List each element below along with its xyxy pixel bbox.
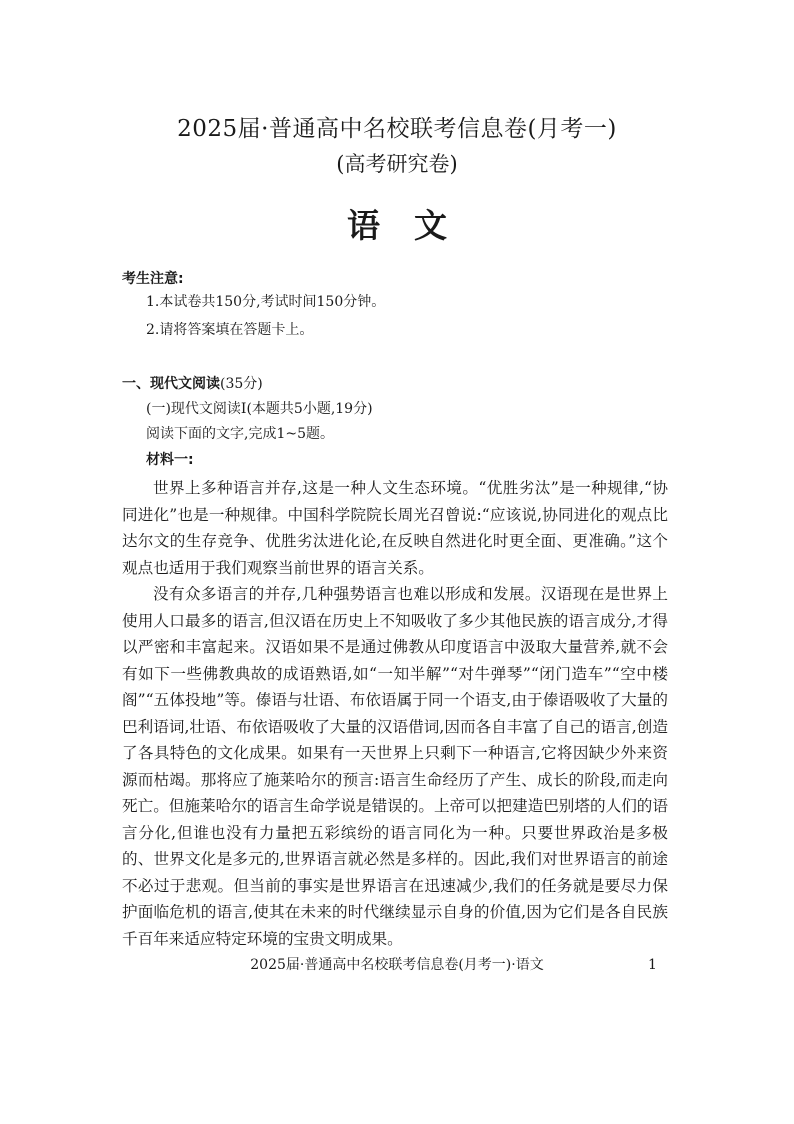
notice-item: 1.本试卷共150分,考试时间150分钟。: [146, 294, 386, 310]
footer-title: 2025届·普通高中名校联考信息卷(月考一)·语文: [250, 957, 544, 973]
reading-instruction: 阅读下面的文字,完成1~5题。: [146, 426, 334, 442]
notice-item: 2.请将答案填在答题卡上。: [146, 322, 314, 338]
exam-subtitle: (高考研究卷): [336, 152, 458, 176]
section-heading: [122, 374, 263, 394]
section-heading-score: (35分): [220, 376, 263, 392]
subject-title: 语文: [347, 206, 481, 245]
notice-heading: 考生注意:: [122, 271, 184, 287]
material-text: [122, 475, 668, 952]
page-number: 1: [648, 957, 657, 973]
material-label: 材料一:: [146, 452, 194, 468]
subsection-heading: (一)现代文阅读Ⅰ(本题共5小题,19分): [146, 401, 373, 417]
exam-title: 2025届·普通高中名校联考信息卷(月考一): [177, 116, 617, 142]
material-paragraph: 世界上多种语言并存,这是一种人文生态环境。“优胜劣汰”是一种规律,“协同进化”也是一种规律。中国科学院院长周光召曾说:“应该说,协同进化的观点比达尔文的生存竞争、优胜劣汰进化论,在反映自然进化时更全面、更准确。”这个观点也适用于我们观察当前世界的语言关系。: [122, 479, 668, 577]
section-heading-label: 一、现代文阅读: [122, 376, 220, 392]
material-paragraph: 没有众多语言的并存,几种强势语言也难以形成和发展。汉语现在是世界上使用人口最多的语言,但汉语在历史上不知吸收了多少其他民族的语言成分,才得以严密和丰富起来。汉语如果不是通过佛教从印度语言中汲取大量营养,就不会有如下一些佛教典故的成语熟语,如“一知半解”“对牛弹琴”“闭门造车”“空中楼阁”“五体投地”等。傣语与壮语、布依语属于同一个语支,由于傣语吸收了大量的巴利语词,壮语、布依语吸收了大量的汉语借词,因而各自丰富了自己的语言,创造了各具特色的文化成果。如果有一天世界上只剩下一种语言,它将因缺少外来资源而枯竭。那将应了施莱哈尔的预言:语言生命经历了产生、成长的阶段,而走向死亡。但施莱哈尔的语言生命学说是错误的。上帝可以把建造巴别塔的人们的语言分化,但谁也没有力量把五彩缤纷的语言同化为一种。只要世界政治是多极的、世界文化是多元的,世界语言就必然是多样的。因此,我们对世界语言的前途不必过于悲观。但当前的事实是世界语言在迅速减少,我们的任务就是要尽力保护面临危机的语言,使其在未来的时代继续显示自身的价值,因为它们是各自民族千百年来适应特定环境的宝贵文明成果。: [122, 585, 668, 948]
